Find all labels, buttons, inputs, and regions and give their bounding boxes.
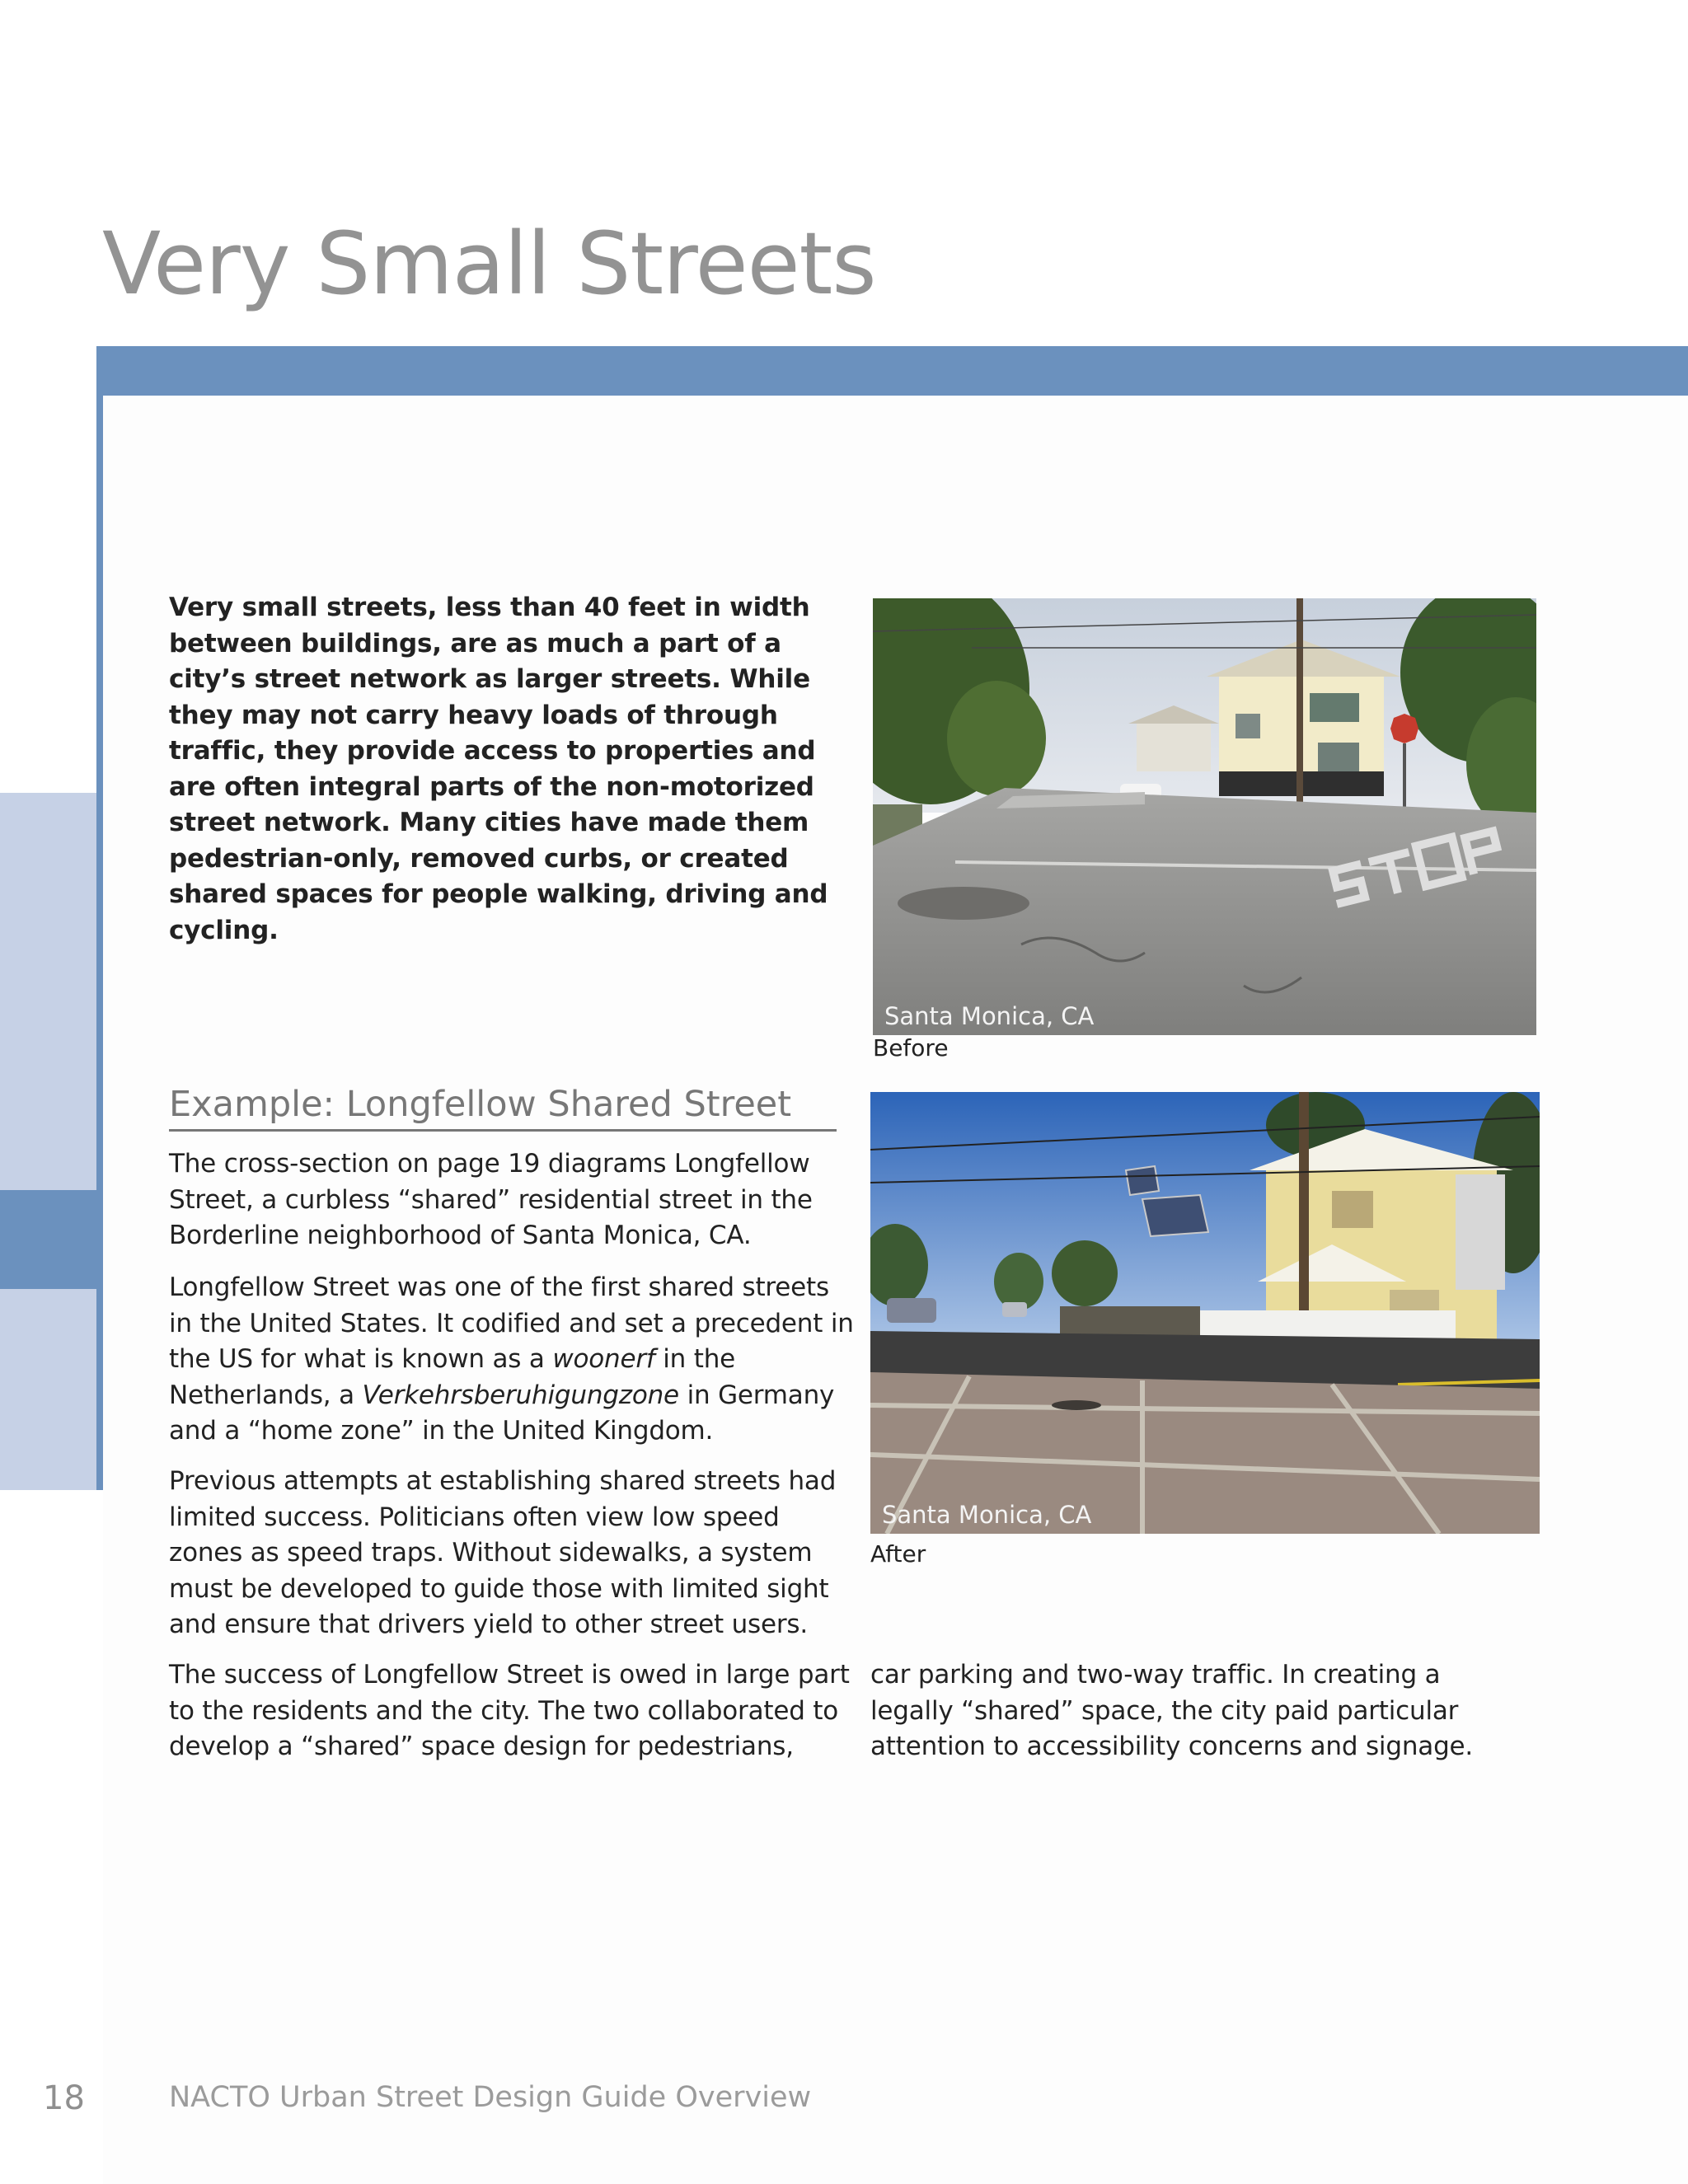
text-run: in the Netherlands, a <box>169 1344 736 1410</box>
side-tab-light-lower <box>0 1289 96 1490</box>
text-run: Longfellow Street was one of the first shared streets in the United States. It codified and set a precedent in the US for what is known as a <box>169 1272 854 1374</box>
paragraph-text: The success of Longfellow Street is owed in large part to the residents and the city. The two collaborated to develop a “shared” space design for pedestrians, <box>169 1660 850 1761</box>
body-paragraph-4-right <box>870 1657 1530 1765</box>
page-title: Very Small Streets <box>102 213 876 314</box>
paragraph-text: Previous attempts at establishing shared streets had limited success. Politicians often view low speed zones as speed traps. Without sidewalks, a system must be developed to guide those with limited sight and ensure that drivers yield to other street users. <box>169 1466 837 1639</box>
side-tab-active <box>0 1190 96 1289</box>
footer-publication-title: NACTO Urban Street Design Guide Overview <box>169 2081 812 2114</box>
before-street-illustration <box>873 598 1536 1035</box>
after-street-illustration <box>870 1092 1540 1534</box>
photo-location-label: Santa Monica, CA <box>884 1002 1095 1030</box>
term-woonerf: woonerf <box>552 1344 655 1374</box>
photo-location-label: Santa Monica, CA <box>882 1501 1092 1529</box>
after-photo <box>870 1092 1540 1534</box>
intro-paragraph: Very small streets, less than 40 feet in width between buildings, are as much a part of a city’s street network as larger streets. While they may not carry heavy loads of through traffic, they provide access to properties and are often integral parts of the non-motorized street network. Many cities have made them pedestrian-only, removed curbs, or created shared spaces for people walking, driving and cycling. <box>169 593 828 945</box>
panel-left-border <box>96 346 103 1490</box>
body-paragraph-4-left <box>169 1657 857 1765</box>
text-run: in Germany and a “home zone” in the United Kingdom. <box>169 1380 835 1446</box>
paragraph-text: The cross-section on page 19 diagrams Longfellow Street, a curbless “shared” residential street in the Borderline neighborhood of Santa Monica, CA. <box>169 1149 813 1250</box>
body-paragraph-3 <box>169 1464 857 1643</box>
side-tab-light-upper <box>0 793 96 1190</box>
page-number: 18 <box>43 2079 85 2117</box>
paragraph-text <box>169 1270 857 1450</box>
body-paragraph-1 <box>169 1146 857 1254</box>
body-paragraph-2 <box>169 1270 857 1450</box>
before-photo <box>873 598 1536 1035</box>
term-verkehrsberuhigungzone: Verkehrsberuhigungzone <box>362 1380 679 1410</box>
example-heading: Example: Longfellow Shared Street <box>169 1081 837 1132</box>
header-accent-bar <box>96 346 1688 396</box>
paragraph-text: car parking and two-way traffic. In creating a legally “shared” space, the city paid particular attention to accessibility concerns and signage. <box>870 1660 1474 1761</box>
before-caption: Before <box>873 1034 949 1062</box>
after-caption: After <box>870 1540 926 1568</box>
